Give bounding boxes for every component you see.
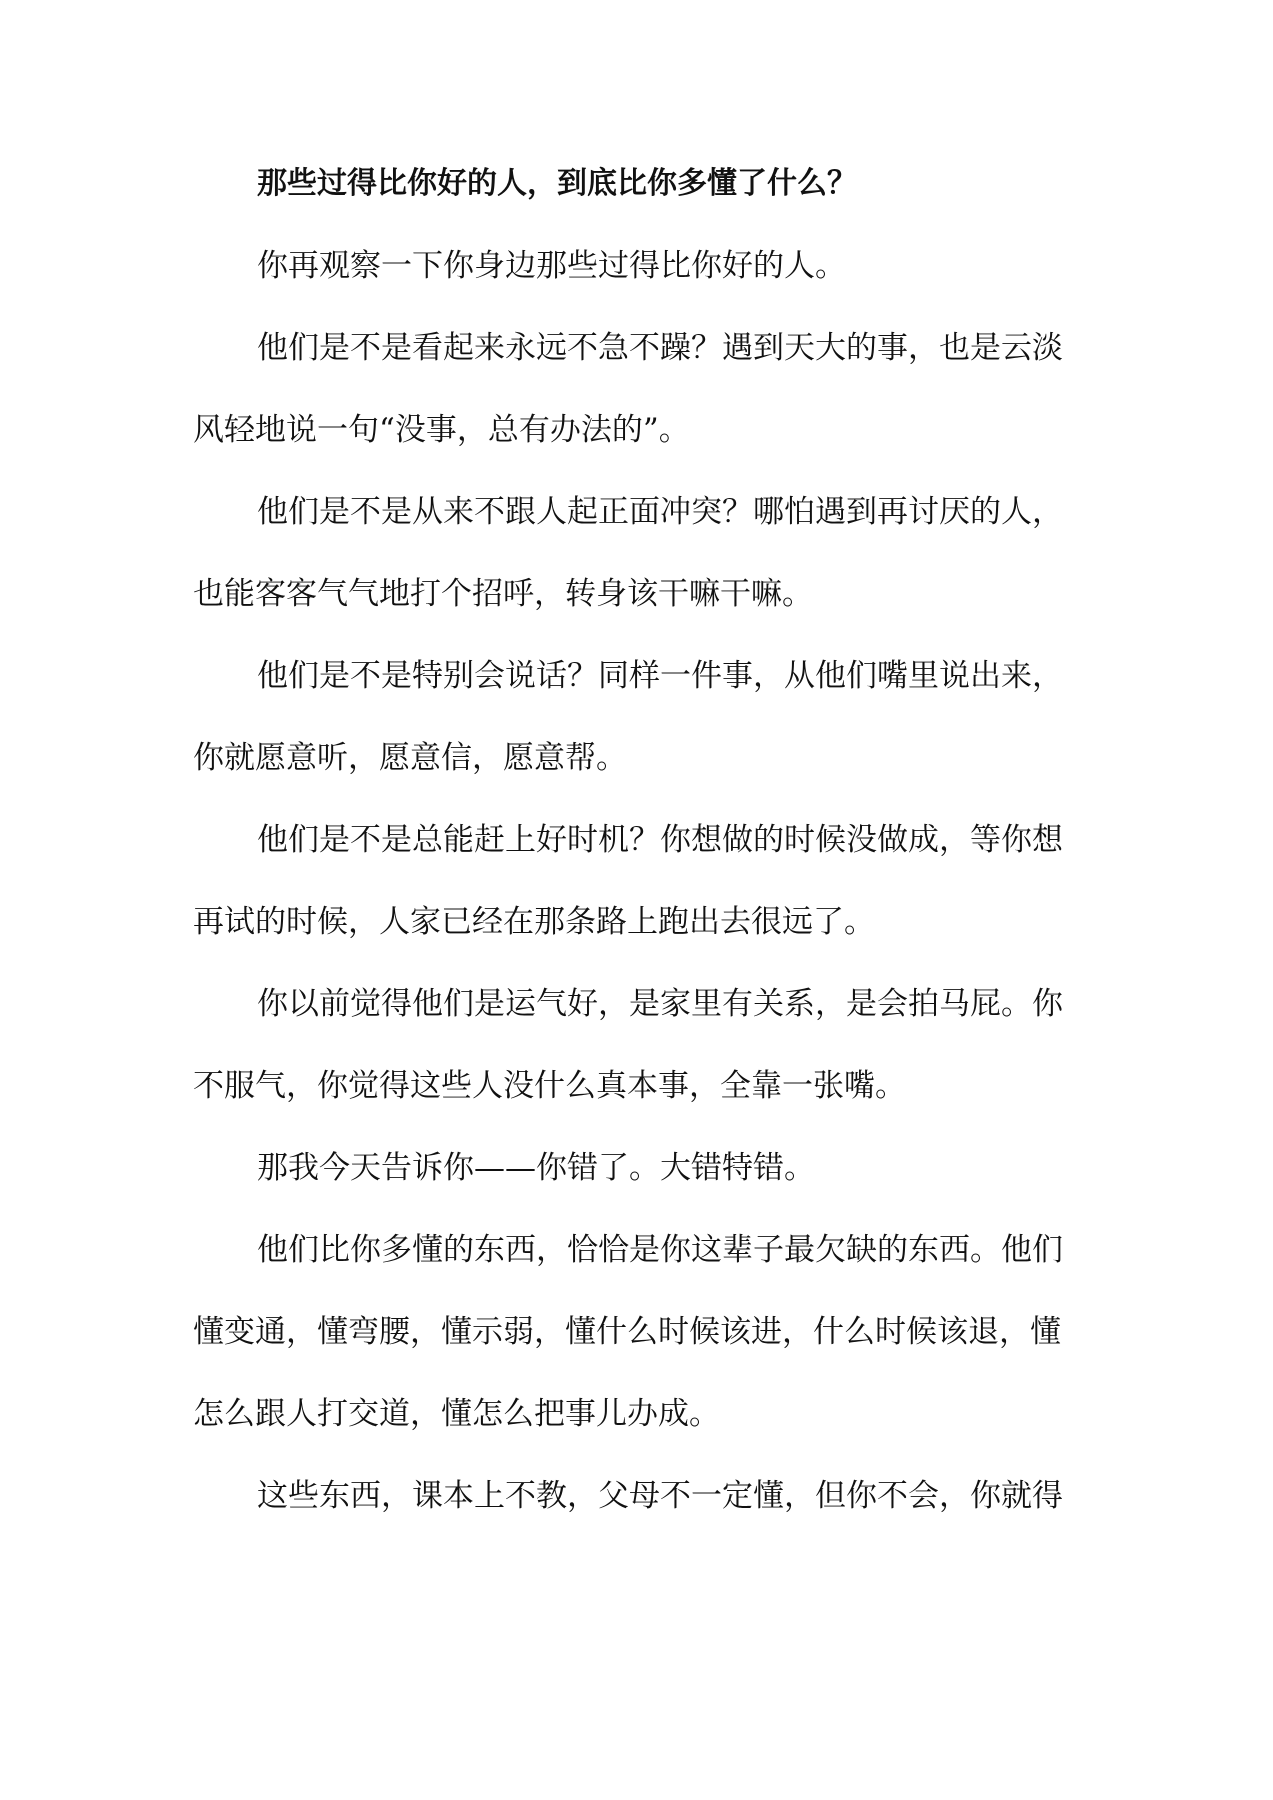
paragraph bbox=[193, 1228, 1093, 1436]
article-title: 那些过得比你好的人，到底比你多懂了什么？ bbox=[257, 166, 857, 201]
paragraph-line: 这些东西，课本上不教，父母不一定懂，但你不会，你就得 bbox=[257, 1478, 1063, 1514]
paragraph-line: 你再观察一下你身边那些过得比你好的人。 bbox=[257, 248, 846, 284]
paragraph-line: 怎么跟人打交道，懂怎么把事儿办成。 bbox=[193, 1396, 720, 1432]
paragraph-line: 风轻地说一句“没事，总有办法的”。 bbox=[193, 412, 690, 448]
paragraph-line: 懂变通，懂弯腰，懂示弱，懂什么时候该进，什么时候该退，懂 bbox=[193, 1314, 1061, 1350]
paragraph bbox=[193, 654, 1093, 780]
paragraph-line: 他们是不是特别会说话？同样一件事，从他们嘴里说出来， bbox=[257, 658, 1063, 694]
paragraph-line: 他们比你多懂的东西，恰恰是你这辈子最欠缺的东西。他们 bbox=[257, 1232, 1063, 1268]
paragraph bbox=[193, 1474, 1093, 1518]
paragraph-line: 他们是不是看起来永远不急不躁？遇到天大的事，也是云淡 bbox=[257, 330, 1063, 366]
paragraph-line: 再试的时候，人家已经在那条路上跑出去很远了。 bbox=[193, 904, 875, 940]
paragraph-line: 他们是不是总能赶上好时机？你想做的时候没做成，等你想 bbox=[257, 822, 1063, 858]
paragraph-line: 也能客客气气地打个招呼，转身该干嘛干嘛。 bbox=[193, 576, 813, 612]
paragraph bbox=[193, 490, 1093, 616]
paragraph bbox=[193, 818, 1093, 944]
paragraph bbox=[193, 244, 1093, 288]
paragraph-line: 你以前觉得他们是运气好，是家里有关系，是会拍马屁。你 bbox=[257, 986, 1063, 1022]
paragraph bbox=[193, 982, 1093, 1108]
paragraph-line: 他们是不是从来不跟人起正面冲突？哪怕遇到再讨厌的人， bbox=[257, 494, 1063, 530]
paragraph-line: 不服气，你觉得这些人没什么真本事，全靠一张嘴。 bbox=[193, 1068, 906, 1104]
paragraph bbox=[193, 1146, 1093, 1190]
paragraph bbox=[193, 326, 1093, 452]
document-body bbox=[193, 162, 1093, 1518]
paragraph-line: 你就愿意听，愿意信，愿意帮。 bbox=[193, 740, 627, 776]
paragraph-line: 那我今天告诉你——你错了。大错特错。 bbox=[257, 1150, 815, 1186]
